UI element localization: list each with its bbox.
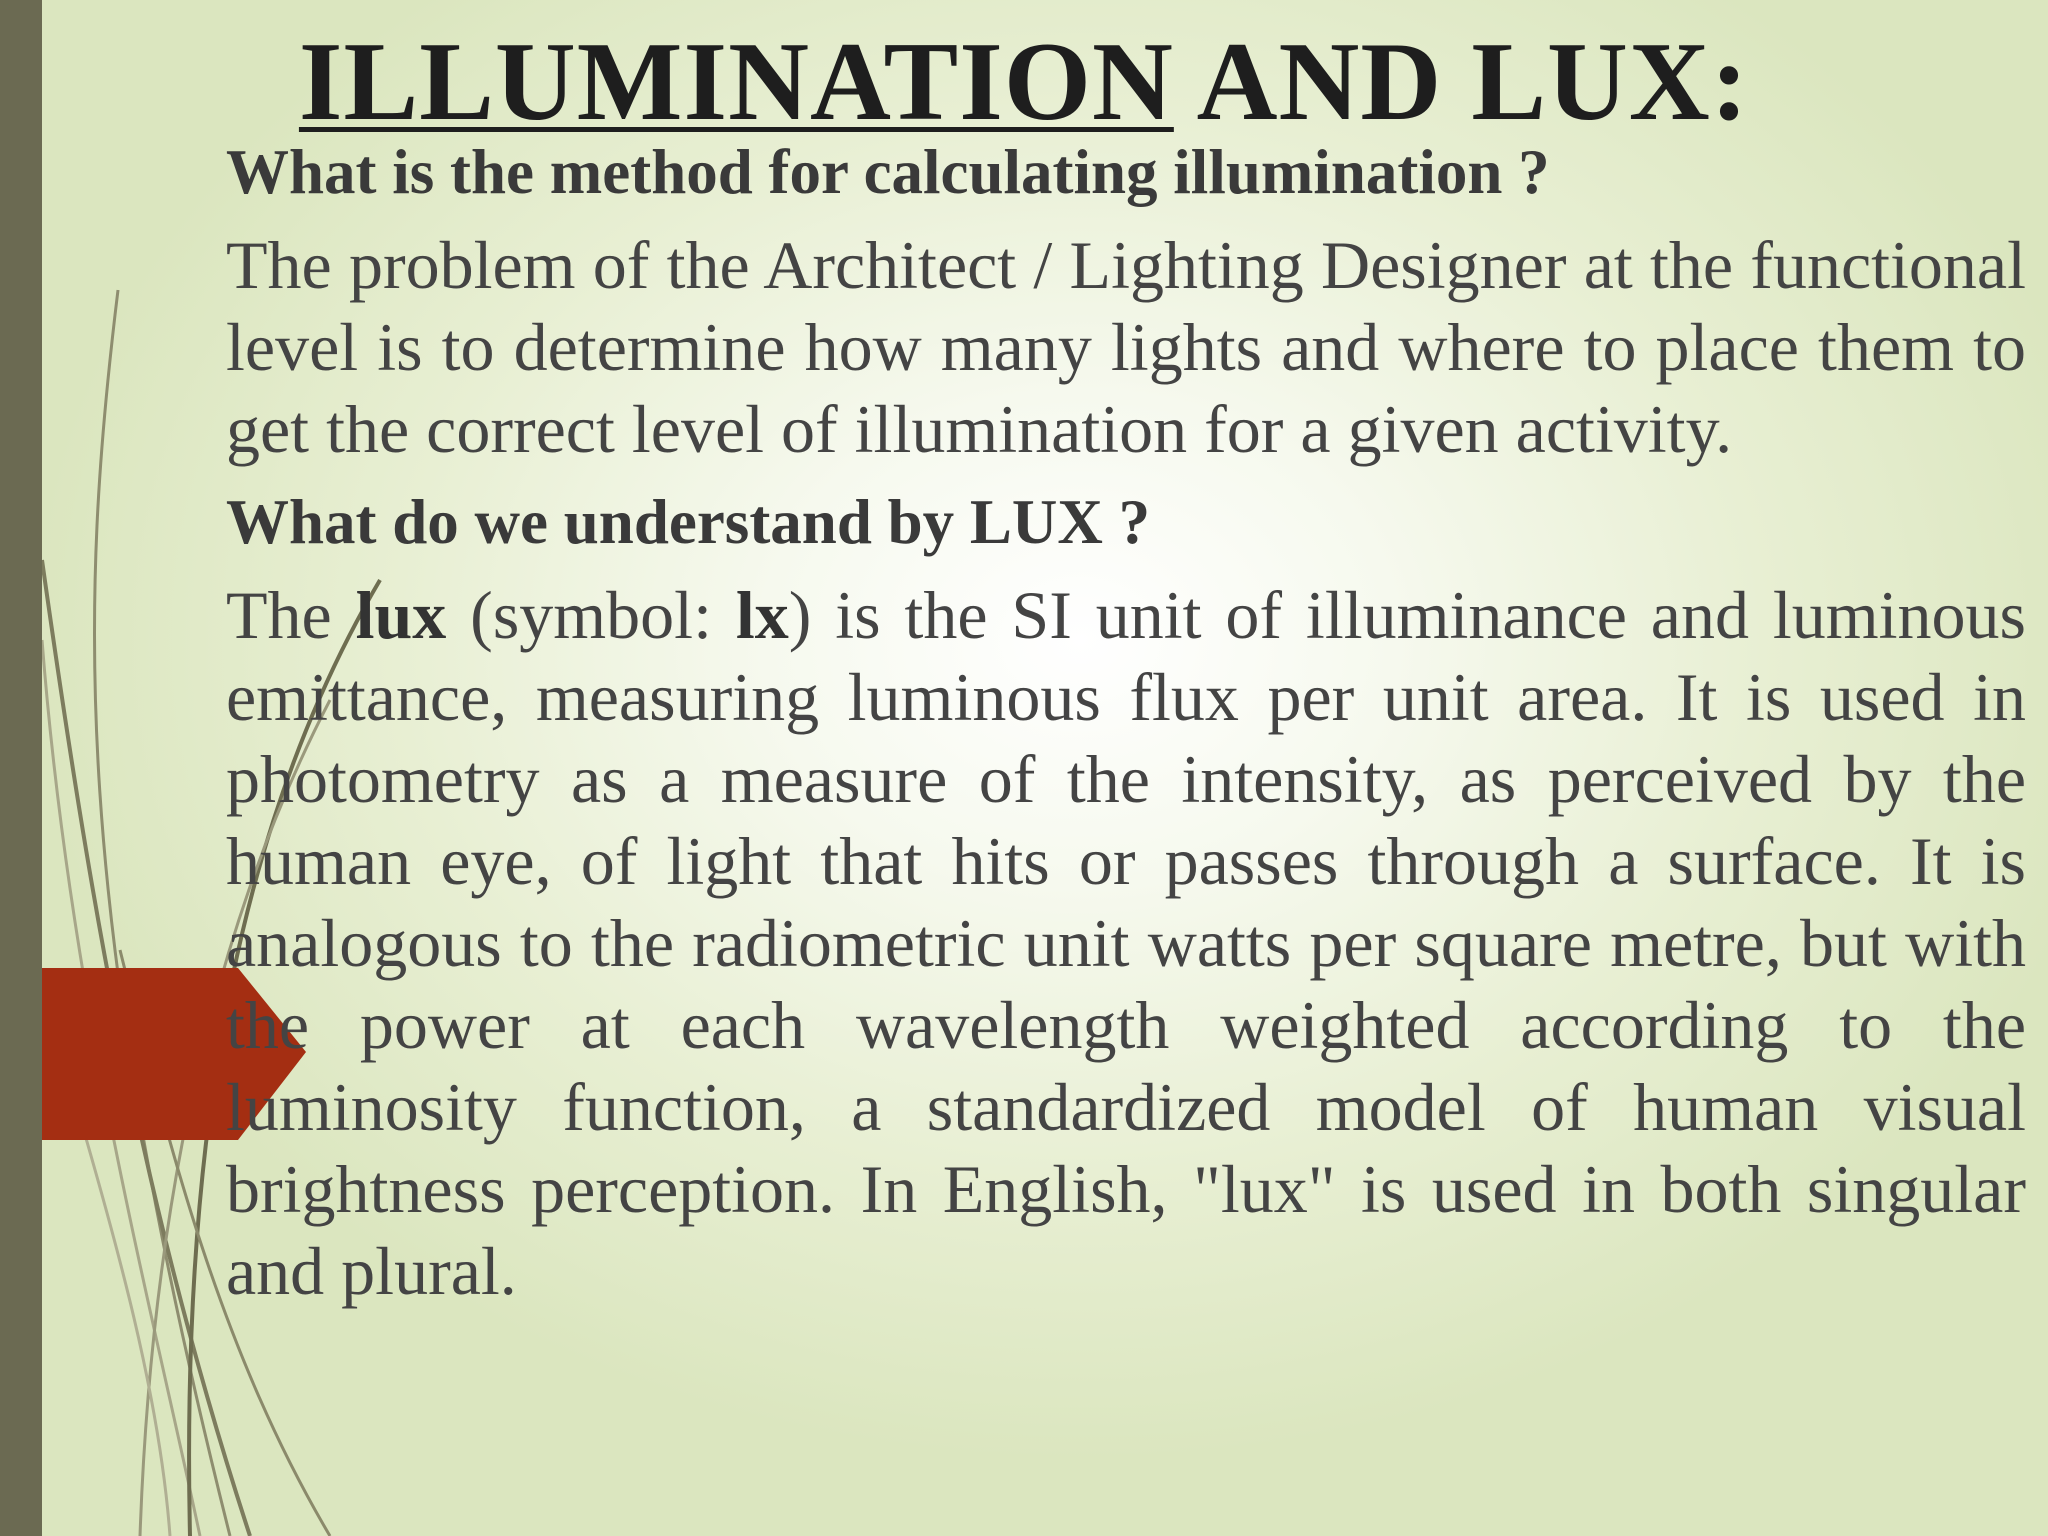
question-calculating-illumination: What is the method for calculating illumination ? (226, 137, 1550, 207)
question-lux: What do we understand by LUX ? (226, 487, 1151, 557)
title-rest: AND LUX: (1173, 20, 1750, 144)
title-underlined-word: ILLUMINATION (298, 20, 1174, 144)
paragraph-lux-definition (226, 574, 2026, 1312)
slide-body (226, 134, 2026, 1312)
lux-term: lux (355, 577, 447, 653)
lux-text-3: ) is the SI unit of illuminance and luminous emittance, measuring luminous flux per unit area. It is used in photometry as a measure of the intensity, as perceived by the human eye, of light that hits or passes through a surface. It is analogous to the radiometric unit watts per square metre, but with the power at each wavelength weighted according to the luminosity function, a standardized model of human visual brightness perception. In English, "lux" is used in both singular and plural. (226, 577, 2027, 1309)
paragraph-lighting-designer: The problem of the Architect / Lighting Designer at the functional level is to determine how many lights and where to place them to get the correct level of illumination for a given activity. (226, 227, 2026, 467)
left-accent-bar (0, 0, 42, 1536)
lux-text-1: The (226, 577, 356, 653)
lux-text-2: (symbol: (446, 577, 736, 653)
slide-title (0, 18, 2048, 146)
lux-symbol: lx (735, 577, 789, 653)
